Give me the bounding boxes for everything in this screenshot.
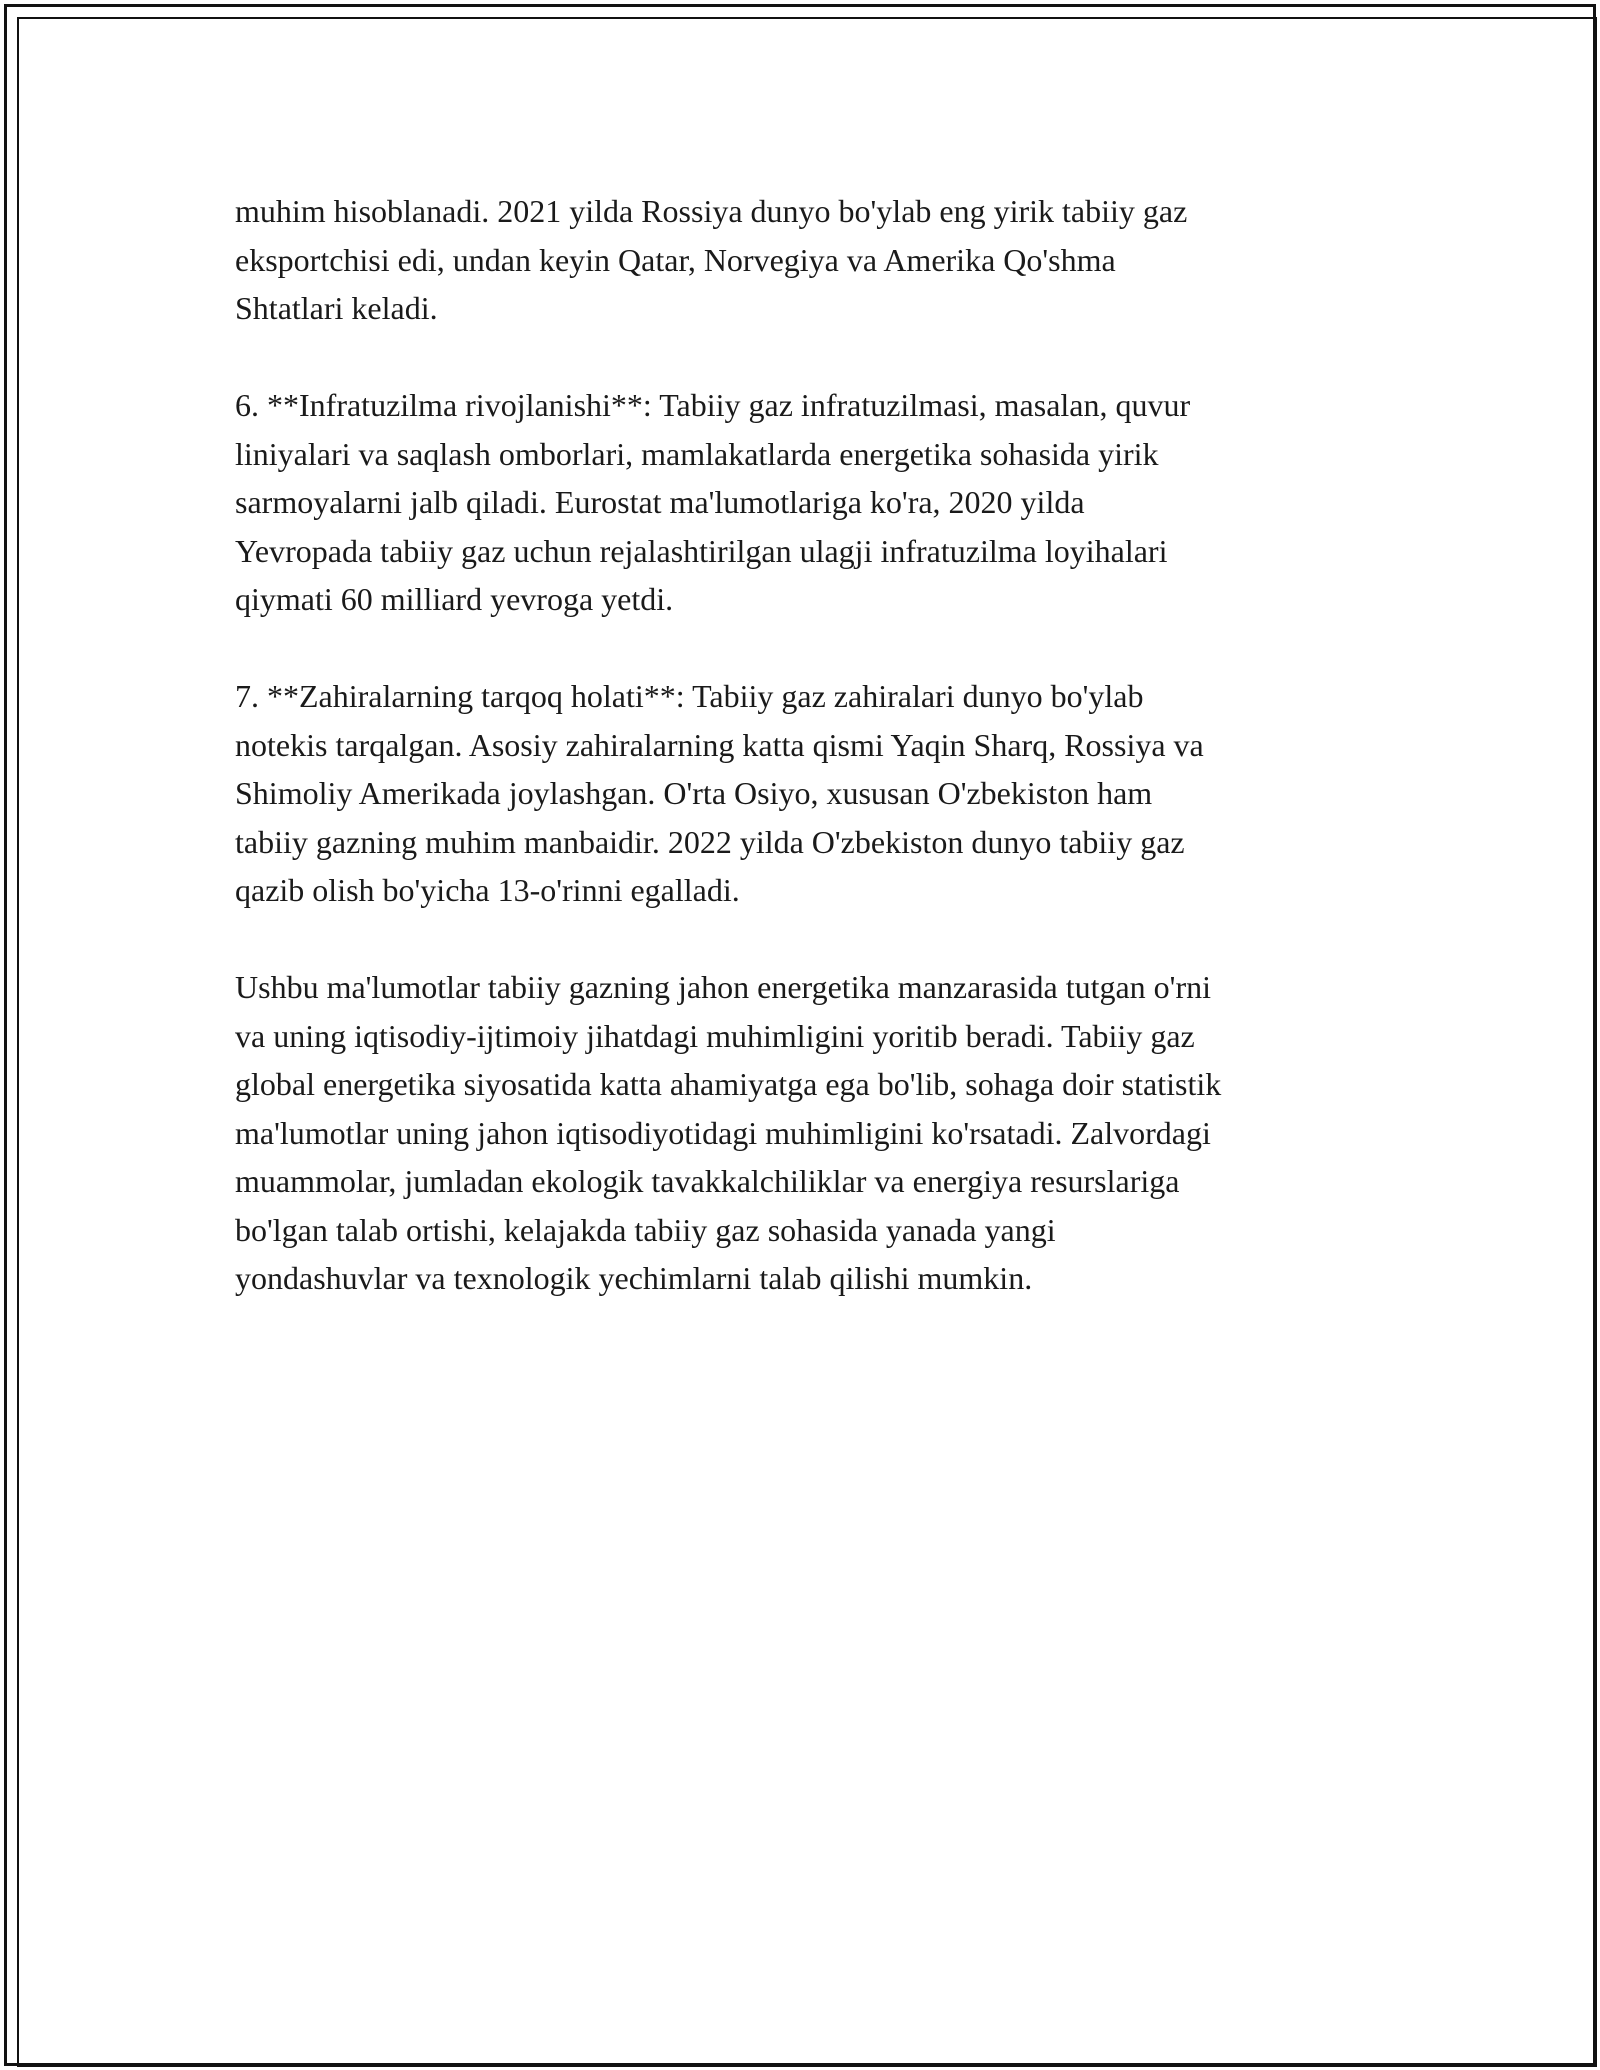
paragraph-infrastructure: 6. **Infratuzilma rivojlanishi**: Tabiiy gaz infratuzilmasi, masalan, quvur liniyalari va saqlash omborlari, mamlakatlarda energetika sohasida yirik sarmoyalarni jalb qiladi. Eurostat ma'lumotlariga ko'ra, 2020 yilda Yevropada tabiiy gaz uchun rejalashtirilgan ulagji infratuzilma loyihalari qiymati 60 milliard yevroga yetdi. (235, 387, 1191, 617)
paragraph-reserves: 7. **Zahiralarning tarqoq holati**: Tabiiy gaz zahiralari dunyo bo'ylab notekis tarqalgan. Asosiy zahiralarning katta qismi Yaqin Sharq, Rossiya va Shimoliy Amerikada joylashgan. O'rta Osiyo, xususan O'zbekiston ham tabiiy gazning muhim manbaidir. 2022 yilda O'zbekiston dunyo tabiiy gaz qazib olish bo'yicha 13-o'rinni egalladi. (235, 678, 1204, 908)
document-body (235, 187, 1395, 1351)
paragraph-conclusion: Ushbu ma'lumotlar tabiiy gazning jahon energetika manzarasida tutgan o'rni va uning iqtisodiy-ijtimoiy jihatdagi muhimligini yoritib beradi. Tabiiy gaz global energetika siyosatida katta ahamiyatga ega bo'lib, sohaga doir statistik ma'lumotlar uning jahon iqtisodiyotidagi muhimligini ko'rsatadi. Zalvordagi muammolar, jumladan ekologik tavakkalchiliklar va energiya resurslariga bo'lgan talab ortishi, kelajakda tabiiy gaz sohasida yanada yangi yondashuvlar va texnologik yechimlarni talab qilishi mumkin. (235, 969, 1222, 1296)
paragraph-continuation: muhim hisoblanadi. 2021 yilda Rossiya dunyo bo'ylab eng yirik tabiiy gaz eksportchisi edi, undan keyin Qatar, Norvegiya va Amerika Qo'shma Shtatlari keladi. (235, 193, 1188, 326)
